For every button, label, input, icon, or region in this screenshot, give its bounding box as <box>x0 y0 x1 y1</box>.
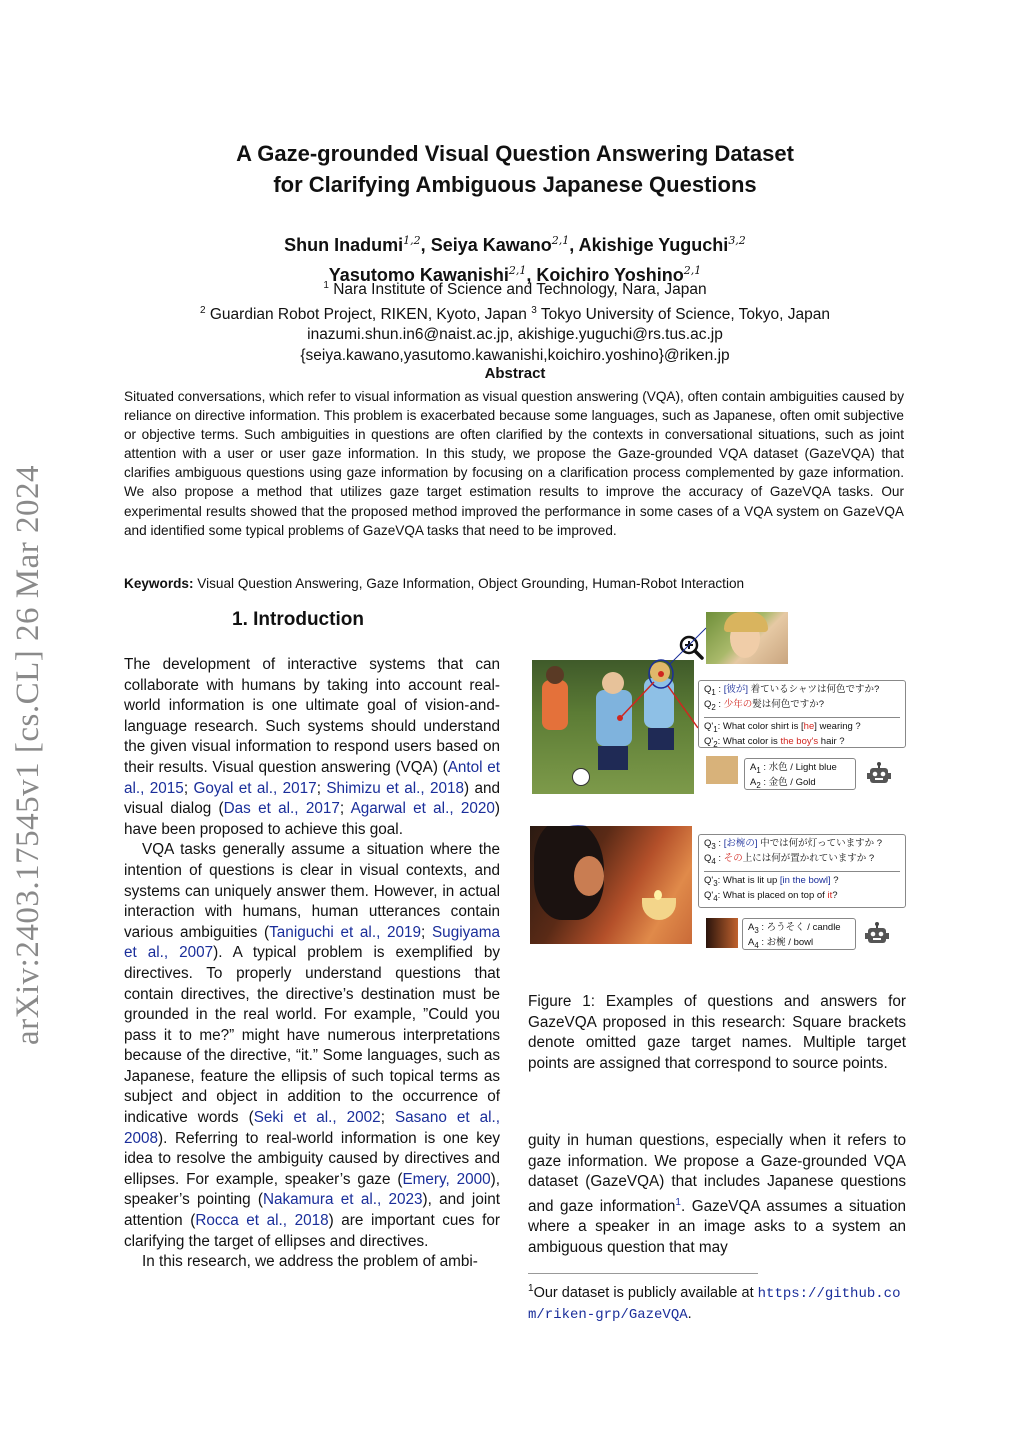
answer-box-2: $A_3$ : ろうそく / candle $A_4$ : お椀 / bowl <box>742 918 856 950</box>
candle-thumbnail <box>706 918 738 948</box>
citation-link[interactable]: Das et al., 2017 <box>223 800 340 818</box>
intro-paragraph-2: VQA tasks generally assume a situation where the intention of questions is clear in visual contexts, and systems can uniquely answer them. However, in actual interaction with humans, human utterances contain various ambiguities (Taniguchi et al., 2019; Sugiyama et al., 2007). A typical problem is exemplified by directives. To properly understand questions that contain directives, the directive’s destination must be grounded in the real world. For example, ”Could you pass it to me?” might have numerous interpretations because of the directive, “it.” Some languages, such as Japanese, feature the ellipsis of such topical terms as subject and object in addition to the occurrence of indicative words (Seki et al., 2002; Sasano et al., 2008). Referring to real-world information is one key idea to resolve the ambiguity caused by directives and ellipses. For example, speaker’s gaze (Emery, 2000), speaker’s pointing (Nakamura et al., 2023), and joint attention (Rocca et al., 2018) are important cues for clarifying the target of ellipses and directives. <box>124 841 501 1250</box>
candle-photo <box>530 826 692 944</box>
author-affiliation: 2,1 <box>683 264 702 277</box>
intro-paragraph-1: The development of interactive systems that can collaborate with humans by taking into account real-world information is one ultimate goal of vision-and-language research. Such systems should understand the given visual information to respond users based on their results. Visual question answering (VQA) (Antol et al., 2015; Goyal et al., 2017; Shimizu et al., 2018) and visual dialog (Das et al., 2017; Agarwal et al., 2020) have been proposed to achieve this goal. <box>124 656 501 838</box>
citation-link[interactable]: Rocca et al., 2018 <box>195 1212 329 1230</box>
question-box-1: $Q_1$ : [彼が] 着ているシャツは何色ですか? $Q_2$ : 少年の髪は何色ですか? $Q'_1$: What color shirt is [he] wearing ? $Q'_2$: What color is the boy's hair ? <box>698 680 906 748</box>
author-name: Akishige Yuguchi <box>578 235 729 255</box>
face-thumbnail <box>706 756 738 784</box>
answer-box-1: $A_1$ : 水色 / Light blue $A_2$ : 金色 / Gold <box>744 758 856 790</box>
author-name: Koichiro Yoshino <box>536 265 684 285</box>
affiliation-number: 1 <box>323 280 329 291</box>
keywords-text: Visual Question Answering, Gaze Information, Object Grounding, Human-Robot Interaction <box>197 576 745 591</box>
affiliation-number: 3 <box>531 304 537 316</box>
arxiv-stamp: arXiv:2403.17545v1 [cs.CL] 26 Mar 2024 <box>10 465 46 1045</box>
footnote: $^1$Our dataset is publicly available at https://github.com/riken-grp/GazeVQA. <box>528 1283 901 1324</box>
footnote-marker[interactable]: 1 <box>675 1196 681 1208</box>
citation-link[interactable]: Sasano et al., 2008 <box>124 1109 501 1147</box>
affiliations <box>120 276 910 366</box>
email-line-2: {seiya.kawano,yasutomo.kawanishi,koichiro.yoshino}@riken.jp <box>300 346 730 364</box>
abstract-heading: Abstract <box>484 365 546 382</box>
figure-caption: Figure 1: Examples of questions and answers for GazeVQA proposed in this research: Square brackets denote omitted gaze target names. Multiple target points are assigned that correspond to source points. <box>528 993 906 1072</box>
footnote-rule <box>528 1273 758 1274</box>
robot-icon <box>866 762 892 788</box>
email-line-1: inazumi.shun.in6@naist.ac.jp, akishige.yuguchi@rs.tus.ac.jp <box>307 326 723 344</box>
author-affiliation: 1,2 <box>403 234 421 247</box>
citation-link[interactable]: Antol et al., 2015 <box>124 758 501 797</box>
affiliation-number: 2 <box>199 304 206 316</box>
citation-link[interactable]: Emery, 2000 <box>402 1170 491 1188</box>
author-name: Seiya Kawano <box>430 235 552 255</box>
abstract-body: Situated conversations, which refer to visual information as visual question answering (VQA), often contain ambiguities caused by reliance on directive information. This problem is exacerbated because some languages, such as Japanese, often omit subjective or objective terms. Such ambiguities in questions are often clarified by the contexts in conversational situations, such as joint attention with a user or user gaze information. In this study, we propose the Gaze-grounded VQA dataset (GazeVQA) that clarifies ambiguous questions using gaze information by focusing on a clarification process complemented by gaze information. We also propose a method that utilizes gaze target estimation results to improve the accuracy of GazeVQA tasks. Our experimental results showed that the proposed method improved the performance in some cases of a VQA system on GazeVQA and identified some typical problems of GazeVQA tasks that need to be improved. <box>124 389 904 538</box>
citation-link[interactable]: Seki et al., 2002 <box>253 1109 381 1127</box>
affiliation-2: Guardian Robot Project, RIKEN, Kyoto, Japan <box>209 305 527 323</box>
citation-link[interactable]: Sugiyama et al., 2007 <box>124 923 501 962</box>
dataset-url-link[interactable]: https://github.com/riken-grp/GazeVQA <box>528 1285 901 1324</box>
intro-right-column: guity in human questions, especially when it refers to gaze information. We propose a Gaze-grounded VQA dataset (GazeVQA) that includes Japanese questions and gaze information$^1$. GazeVQA assumes a situation where a speaker in an image asks to a system an ambiguous question that may <box>528 1132 906 1257</box>
affiliation-3: Tokyo University of Science, Tokyo, Japan <box>540 305 831 323</box>
citation-link[interactable]: Taniguchi et al., 2019 <box>269 923 422 941</box>
robot-icon <box>864 922 890 948</box>
paper-title <box>120 138 910 200</box>
title-line-2: for Clarifying Ambiguous Japanese Questions <box>273 172 757 197</box>
affiliation-1: Nara Institute of Science and Technology, Nara, Japan <box>333 281 707 299</box>
intro-paragraph-3: In this research, we address the problem of ambi- <box>142 1253 478 1271</box>
section-heading: 1. Introduction <box>232 609 364 630</box>
author-name: Shun Inadumi <box>284 235 404 255</box>
citation-link[interactable]: Goyal et al., 2017 <box>193 779 317 797</box>
figure-1 <box>530 608 908 956</box>
citation-link[interactable]: Nakamura et al., 2023 <box>262 1191 423 1209</box>
author-affiliation: 2,1 <box>508 264 527 277</box>
keywords <box>124 576 904 591</box>
citation-link[interactable]: Shimizu et al., 2018 <box>326 779 465 797</box>
question-box-2: $Q_3$ : [お椀の] 中では何が灯っていますか ? $Q_4$ : その上には何が置かれていますか ? $Q'_3$: What is lit up [in the bowl] ? $Q'_4$: What is placed on top of it? <box>698 834 906 908</box>
title-line-1: A Gaze-grounded Visual Question Answering Dataset <box>236 141 794 166</box>
author-affiliation: 2,1 <box>551 234 570 247</box>
keywords-label: Keywords: <box>124 576 194 591</box>
author-list: Shun Inadumi$^{1,2}$, Seiya Kawano$^{2,1}$, Akishige Yuguchi$^{3,2}$ Yasutomo Kawanishi$^{2,1}$, Koichiro Yoshino$^{2,1}$ <box>284 234 746 285</box>
citation-link[interactable]: Agarwal et al., 2020 <box>350 800 495 818</box>
author-name: Yasutomo Kawanishi <box>328 265 509 285</box>
author-affiliation: 3,2 <box>728 234 746 247</box>
intro-left-column <box>124 655 500 1273</box>
